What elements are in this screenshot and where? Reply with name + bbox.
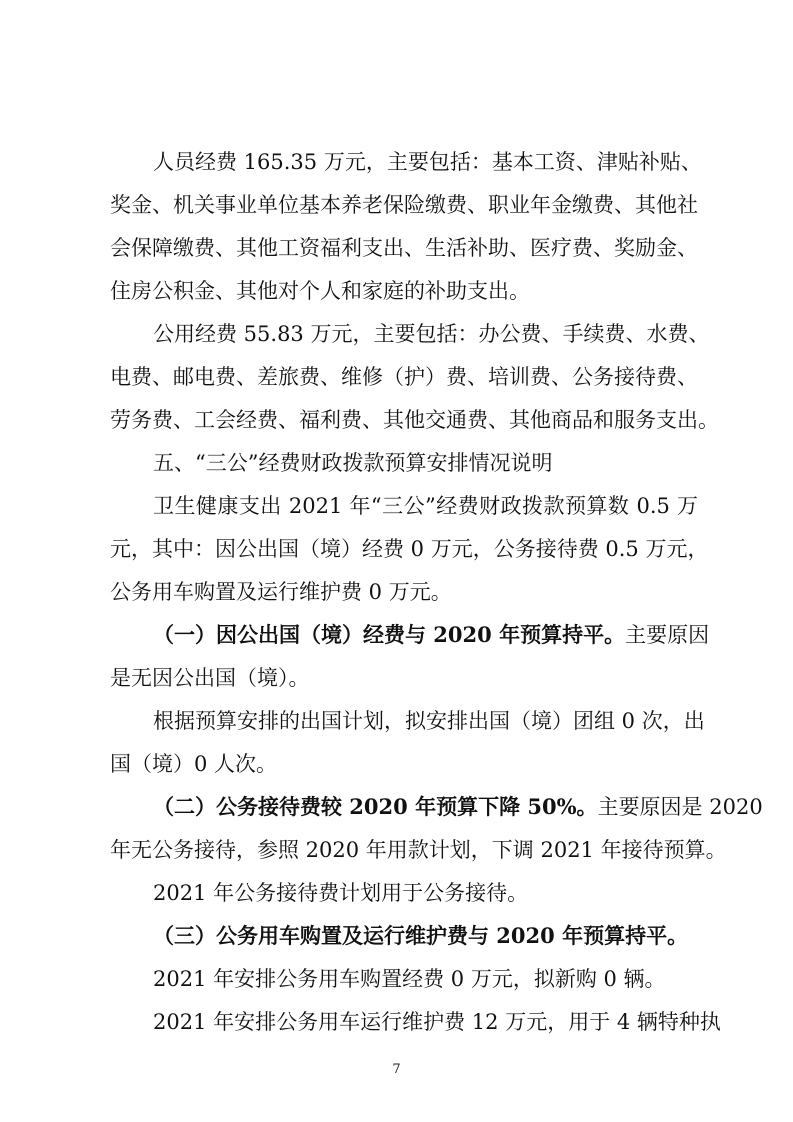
subsection-one-text: 主要原因	[625, 623, 710, 647]
section-heading-five: 五、“三公”经费财政拨款预算安排情况说明	[153, 451, 553, 475]
subsection-two-text: 主要原因是 2020	[597, 795, 763, 819]
overseas-plan-line-2: 国（境）0 人次。	[110, 752, 278, 776]
reception-plan-line: 2021 年公务接待费计划用于公务接待。	[153, 881, 529, 905]
subsection-one-line-1	[153, 621, 710, 649]
personnel-expense-line-4: 住房公积金、其他对个人和家庭的补助支出。	[110, 279, 530, 303]
personnel-expense-line-1: 人员经费 165.35 万元，主要包括：基本工资、津贴补贴、	[153, 150, 702, 174]
overseas-plan-line-1: 根据预算安排的出国计划，拟安排出国（境）团组 0 次，出	[153, 709, 705, 733]
subsection-two-heading: （二）公务接待费较 2020 年预算下降 50%。	[153, 794, 598, 819]
vehicle-purchase-line: 2021 年安排公务用车购置经费 0 万元，拟新购 0 辆。	[153, 967, 666, 991]
subsection-one-heading: （一）因公出国（境）经费与 2020 年预算持平。	[153, 622, 626, 647]
subsection-two-line-1	[153, 793, 763, 821]
public-expense-line-3: 劳务费、工会经费、福利费、其他交通费、其他商品和服务支出。	[110, 408, 719, 432]
public-expense-line-2: 电费、邮电费、差旅费、维修（护）费、培训费、公务接待费、	[110, 365, 698, 389]
subsection-one-line-2: 是无因公出国（境）。	[110, 666, 310, 690]
personnel-expense-line-3: 会保障缴费、其他工资福利支出、生活补助、医疗费、奖励金、	[110, 236, 698, 260]
subsection-two-line-2: 年无公务接待，参照 2020 年用款计划，下调 2021 年接待预算。	[110, 838, 727, 862]
vehicle-maintenance-line: 2021 年安排公务用车运行维护费 12 万元，用于 4 辆特种执	[153, 1010, 721, 1034]
three-public-budget-line-2: 元，其中：因公出国（境）经费 0 万元，公务接待费 0.5 万元，	[110, 537, 709, 561]
three-public-budget-line-1: 卫生健康支出 2021 年“三公”经费财政拨款预算数 0.5 万	[153, 494, 698, 518]
personnel-expense-line-2: 奖金、机关事业单位基本养老保险缴费、职业年金缴费、其他社	[110, 193, 698, 217]
three-public-budget-line-3: 公务用车购置及运行维护费 0 万元。	[110, 580, 452, 604]
page-number: 7	[392, 1062, 401, 1077]
public-expense-line-1: 公用经费 55.83 万元，主要包括：办公费、手续费、水费、	[153, 322, 710, 346]
subsection-three-heading: （三）公务用车购置及运行维护费与 2020 年预算持平。	[153, 923, 689, 948]
